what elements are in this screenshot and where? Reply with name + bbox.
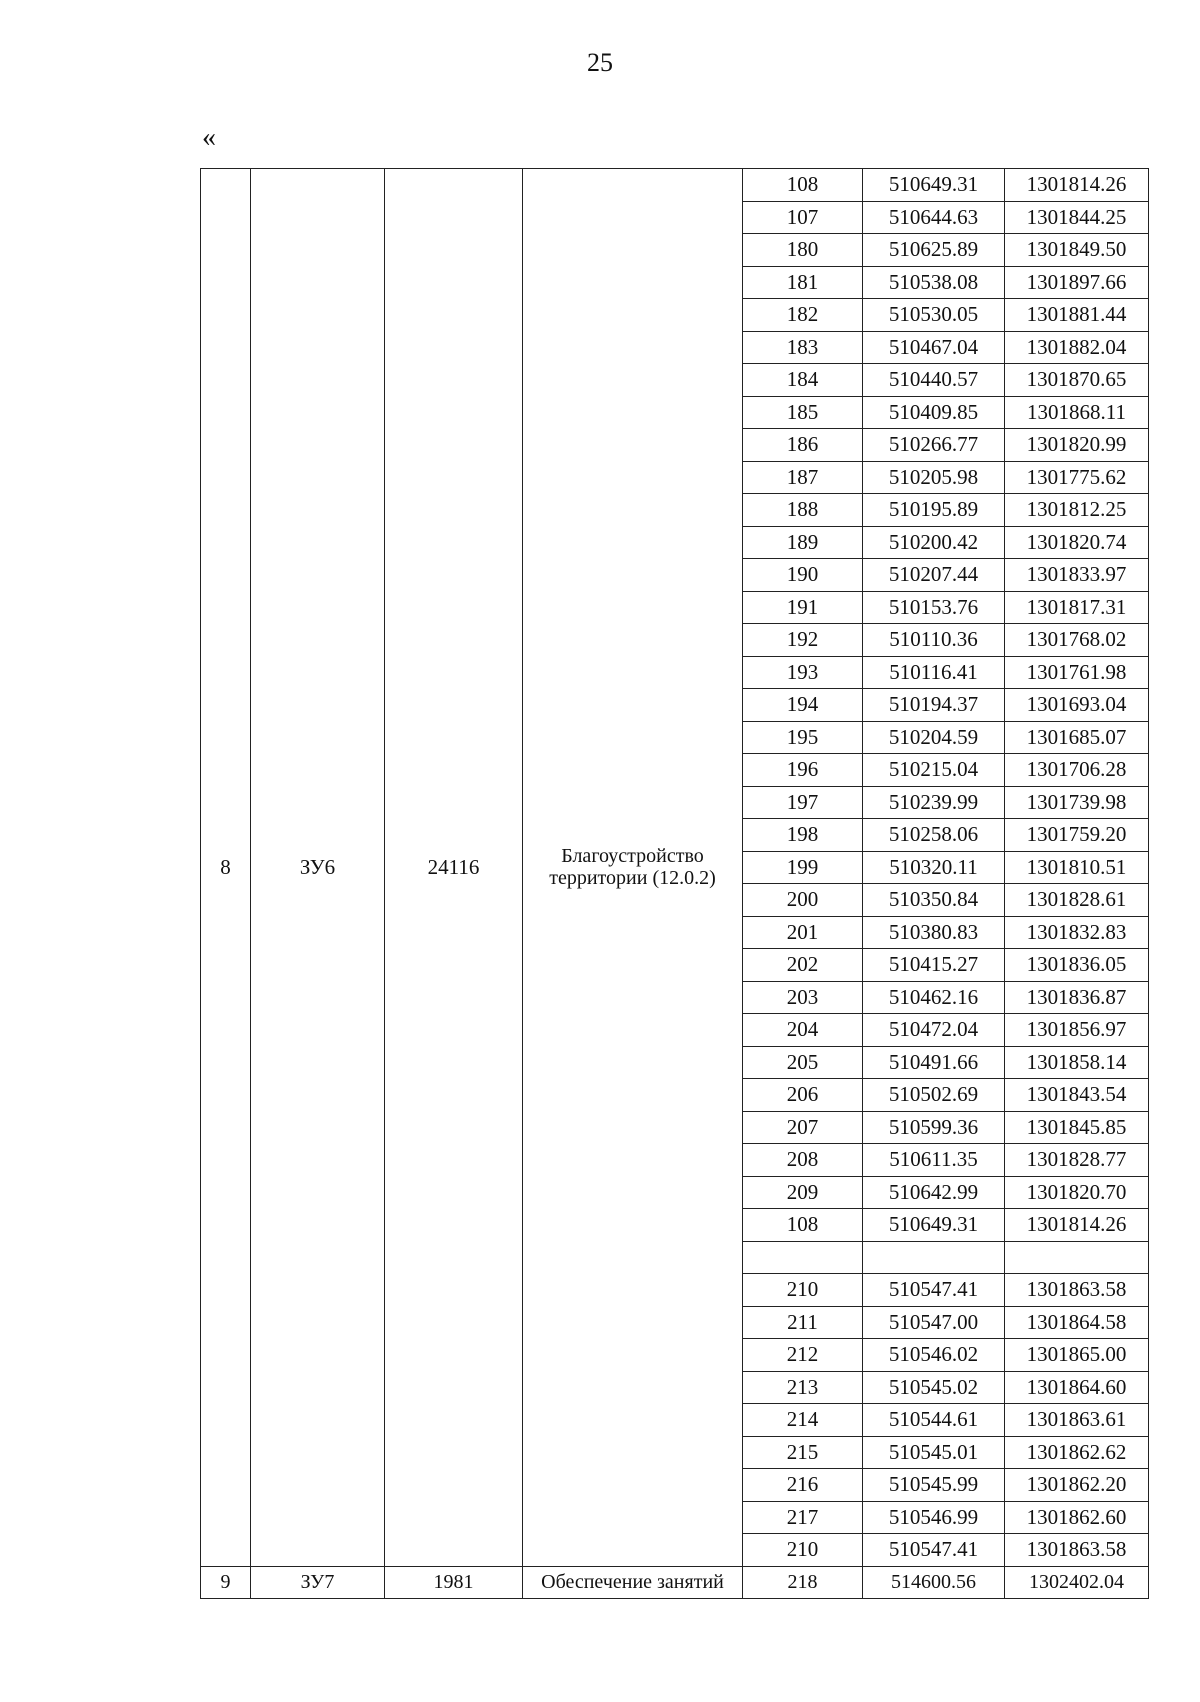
y-coordinate: 1301858.14 (1005, 1046, 1149, 1079)
point-number: 107 (743, 201, 863, 234)
point-number: 217 (743, 1501, 863, 1534)
coordinates-table-body (201, 169, 1149, 1599)
point-number: 108 (743, 1209, 863, 1242)
point-number: 202 (743, 949, 863, 982)
x-coordinate: 514600.56 (863, 1566, 1005, 1599)
x-coordinate: 510204.59 (863, 721, 1005, 754)
x-coordinate: 510207.44 (863, 559, 1005, 592)
x-coordinate: 510611.35 (863, 1144, 1005, 1177)
point-number: 215 (743, 1436, 863, 1469)
point-number: 208 (743, 1144, 863, 1177)
point-number: 182 (743, 299, 863, 332)
y-coordinate: 1301814.26 (1005, 1209, 1149, 1242)
point-number: 199 (743, 851, 863, 884)
point-number: 181 (743, 266, 863, 299)
y-coordinate: 1301870.65 (1005, 364, 1149, 397)
point-number: 108 (743, 169, 863, 202)
y-coordinate: 1301845.85 (1005, 1111, 1149, 1144)
point-number: 186 (743, 429, 863, 462)
y-coordinate: 1301856.97 (1005, 1014, 1149, 1047)
y-coordinate: 1301768.02 (1005, 624, 1149, 657)
point-number: 210 (743, 1534, 863, 1567)
x-coordinate: 510266.77 (863, 429, 1005, 462)
parcel-id: ЗУ7 (251, 1566, 385, 1599)
x-coordinate: 510380.83 (863, 916, 1005, 949)
y-coordinate: 1301820.70 (1005, 1176, 1149, 1209)
x-coordinate: 510530.05 (863, 299, 1005, 332)
point-number: 198 (743, 819, 863, 852)
y-coordinate: 1301868.11 (1005, 396, 1149, 429)
x-coordinate: 510546.99 (863, 1501, 1005, 1534)
x-coordinate: 510153.76 (863, 591, 1005, 624)
y-coordinate: 1301814.26 (1005, 169, 1149, 202)
point-number: 206 (743, 1079, 863, 1112)
y-coordinate: 1301685.07 (1005, 721, 1149, 754)
y-coordinate: 1301833.97 (1005, 559, 1149, 592)
y-coordinate: 1301897.66 (1005, 266, 1149, 299)
point-number: 195 (743, 721, 863, 754)
point-number: 210 (743, 1274, 863, 1307)
x-coordinate: 510110.36 (863, 624, 1005, 657)
y-coordinate: 1301739.98 (1005, 786, 1149, 819)
x-coordinate (863, 1241, 1005, 1274)
point-number: 207 (743, 1111, 863, 1144)
x-coordinate: 510491.66 (863, 1046, 1005, 1079)
x-coordinate: 510239.99 (863, 786, 1005, 819)
point-number: 204 (743, 1014, 863, 1047)
x-coordinate: 510538.08 (863, 266, 1005, 299)
x-coordinate: 510440.57 (863, 364, 1005, 397)
point-number: 194 (743, 689, 863, 722)
point-number: 193 (743, 656, 863, 689)
x-coordinate: 510545.01 (863, 1436, 1005, 1469)
x-coordinate: 510200.42 (863, 526, 1005, 559)
point-number: 209 (743, 1176, 863, 1209)
point-number: 216 (743, 1469, 863, 1502)
x-coordinate: 510544.61 (863, 1404, 1005, 1437)
point-number: 183 (743, 331, 863, 364)
x-coordinate: 510546.02 (863, 1339, 1005, 1372)
x-coordinate: 510215.04 (863, 754, 1005, 787)
x-coordinate: 510545.99 (863, 1469, 1005, 1502)
x-coordinate: 510116.41 (863, 656, 1005, 689)
permitted-use: Благоустройство территории (12.0.2) (523, 169, 743, 1567)
point-number: 185 (743, 396, 863, 429)
y-coordinate: 1301862.60 (1005, 1501, 1149, 1534)
y-coordinate: 1301775.62 (1005, 461, 1149, 494)
point-number: 203 (743, 981, 863, 1014)
point-number: 197 (743, 786, 863, 819)
parcel-area: 24116 (385, 169, 523, 1567)
point-number (743, 1241, 863, 1274)
y-coordinate: 1301836.87 (1005, 981, 1149, 1014)
y-coordinate: 1301863.61 (1005, 1404, 1149, 1437)
parcel-id: ЗУ6 (251, 169, 385, 1567)
x-coordinate: 510350.84 (863, 884, 1005, 917)
point-number: 180 (743, 234, 863, 267)
x-coordinate: 510649.31 (863, 1209, 1005, 1242)
point-number: 192 (743, 624, 863, 657)
x-coordinate: 510415.27 (863, 949, 1005, 982)
x-coordinate: 510642.99 (863, 1176, 1005, 1209)
x-coordinate: 510502.69 (863, 1079, 1005, 1112)
point-number: 205 (743, 1046, 863, 1079)
permitted-use: Обеспечение занятий (523, 1566, 743, 1599)
x-coordinate: 510547.00 (863, 1306, 1005, 1339)
parcel-number: 8 (201, 169, 251, 1567)
point-number: 214 (743, 1404, 863, 1437)
y-coordinate: 1301862.62 (1005, 1436, 1149, 1469)
coordinates-table (200, 168, 1149, 1599)
x-coordinate: 510599.36 (863, 1111, 1005, 1144)
y-coordinate: 1301865.00 (1005, 1339, 1149, 1372)
y-coordinate: 1301862.20 (1005, 1469, 1149, 1502)
y-coordinate: 1301817.31 (1005, 591, 1149, 624)
x-coordinate: 510409.85 (863, 396, 1005, 429)
point-number: 191 (743, 591, 863, 624)
x-coordinate: 510194.37 (863, 689, 1005, 722)
y-coordinate: 1301882.04 (1005, 331, 1149, 364)
point-number: 187 (743, 461, 863, 494)
point-number: 211 (743, 1306, 863, 1339)
point-number: 190 (743, 559, 863, 592)
x-coordinate: 510467.04 (863, 331, 1005, 364)
parcel-area: 1981 (385, 1566, 523, 1599)
y-coordinate: 1301828.61 (1005, 884, 1149, 917)
y-coordinate: 1301864.58 (1005, 1306, 1149, 1339)
y-coordinate: 1301693.04 (1005, 689, 1149, 722)
point-number: 218 (743, 1566, 863, 1599)
y-coordinate: 1301820.74 (1005, 526, 1149, 559)
y-coordinate: 1302402.04 (1005, 1566, 1149, 1599)
x-coordinate: 510547.41 (863, 1274, 1005, 1307)
y-coordinate: 1301820.99 (1005, 429, 1149, 462)
point-number: 188 (743, 494, 863, 527)
parcel-number: 9 (201, 1566, 251, 1599)
point-number: 184 (743, 364, 863, 397)
y-coordinate: 1301832.83 (1005, 916, 1149, 949)
x-coordinate: 510547.41 (863, 1534, 1005, 1567)
x-coordinate: 510644.63 (863, 201, 1005, 234)
table-row (201, 169, 1149, 202)
y-coordinate (1005, 1241, 1149, 1274)
page-number: 25 (587, 48, 613, 77)
x-coordinate: 510472.04 (863, 1014, 1005, 1047)
y-coordinate: 1301759.20 (1005, 819, 1149, 852)
point-number: 196 (743, 754, 863, 787)
opening-quote-mark: « (202, 122, 216, 153)
y-coordinate: 1301843.54 (1005, 1079, 1149, 1112)
y-coordinate: 1301810.51 (1005, 851, 1149, 884)
x-coordinate: 510462.16 (863, 981, 1005, 1014)
y-coordinate: 1301828.77 (1005, 1144, 1149, 1177)
point-number: 200 (743, 884, 863, 917)
x-coordinate: 510320.11 (863, 851, 1005, 884)
y-coordinate: 1301863.58 (1005, 1274, 1149, 1307)
x-coordinate: 510649.31 (863, 169, 1005, 202)
x-coordinate: 510205.98 (863, 461, 1005, 494)
point-number: 189 (743, 526, 863, 559)
x-coordinate: 510195.89 (863, 494, 1005, 527)
x-coordinate: 510258.06 (863, 819, 1005, 852)
y-coordinate: 1301836.05 (1005, 949, 1149, 982)
y-coordinate: 1301849.50 (1005, 234, 1149, 267)
point-number: 212 (743, 1339, 863, 1372)
y-coordinate: 1301844.25 (1005, 201, 1149, 234)
y-coordinate: 1301864.60 (1005, 1371, 1149, 1404)
y-coordinate: 1301812.25 (1005, 494, 1149, 527)
y-coordinate: 1301761.98 (1005, 656, 1149, 689)
y-coordinate: 1301881.44 (1005, 299, 1149, 332)
point-number: 213 (743, 1371, 863, 1404)
table-row (201, 1566, 1149, 1599)
point-number: 201 (743, 916, 863, 949)
x-coordinate: 510545.02 (863, 1371, 1005, 1404)
y-coordinate: 1301863.58 (1005, 1534, 1149, 1567)
y-coordinate: 1301706.28 (1005, 754, 1149, 787)
x-coordinate: 510625.89 (863, 234, 1005, 267)
